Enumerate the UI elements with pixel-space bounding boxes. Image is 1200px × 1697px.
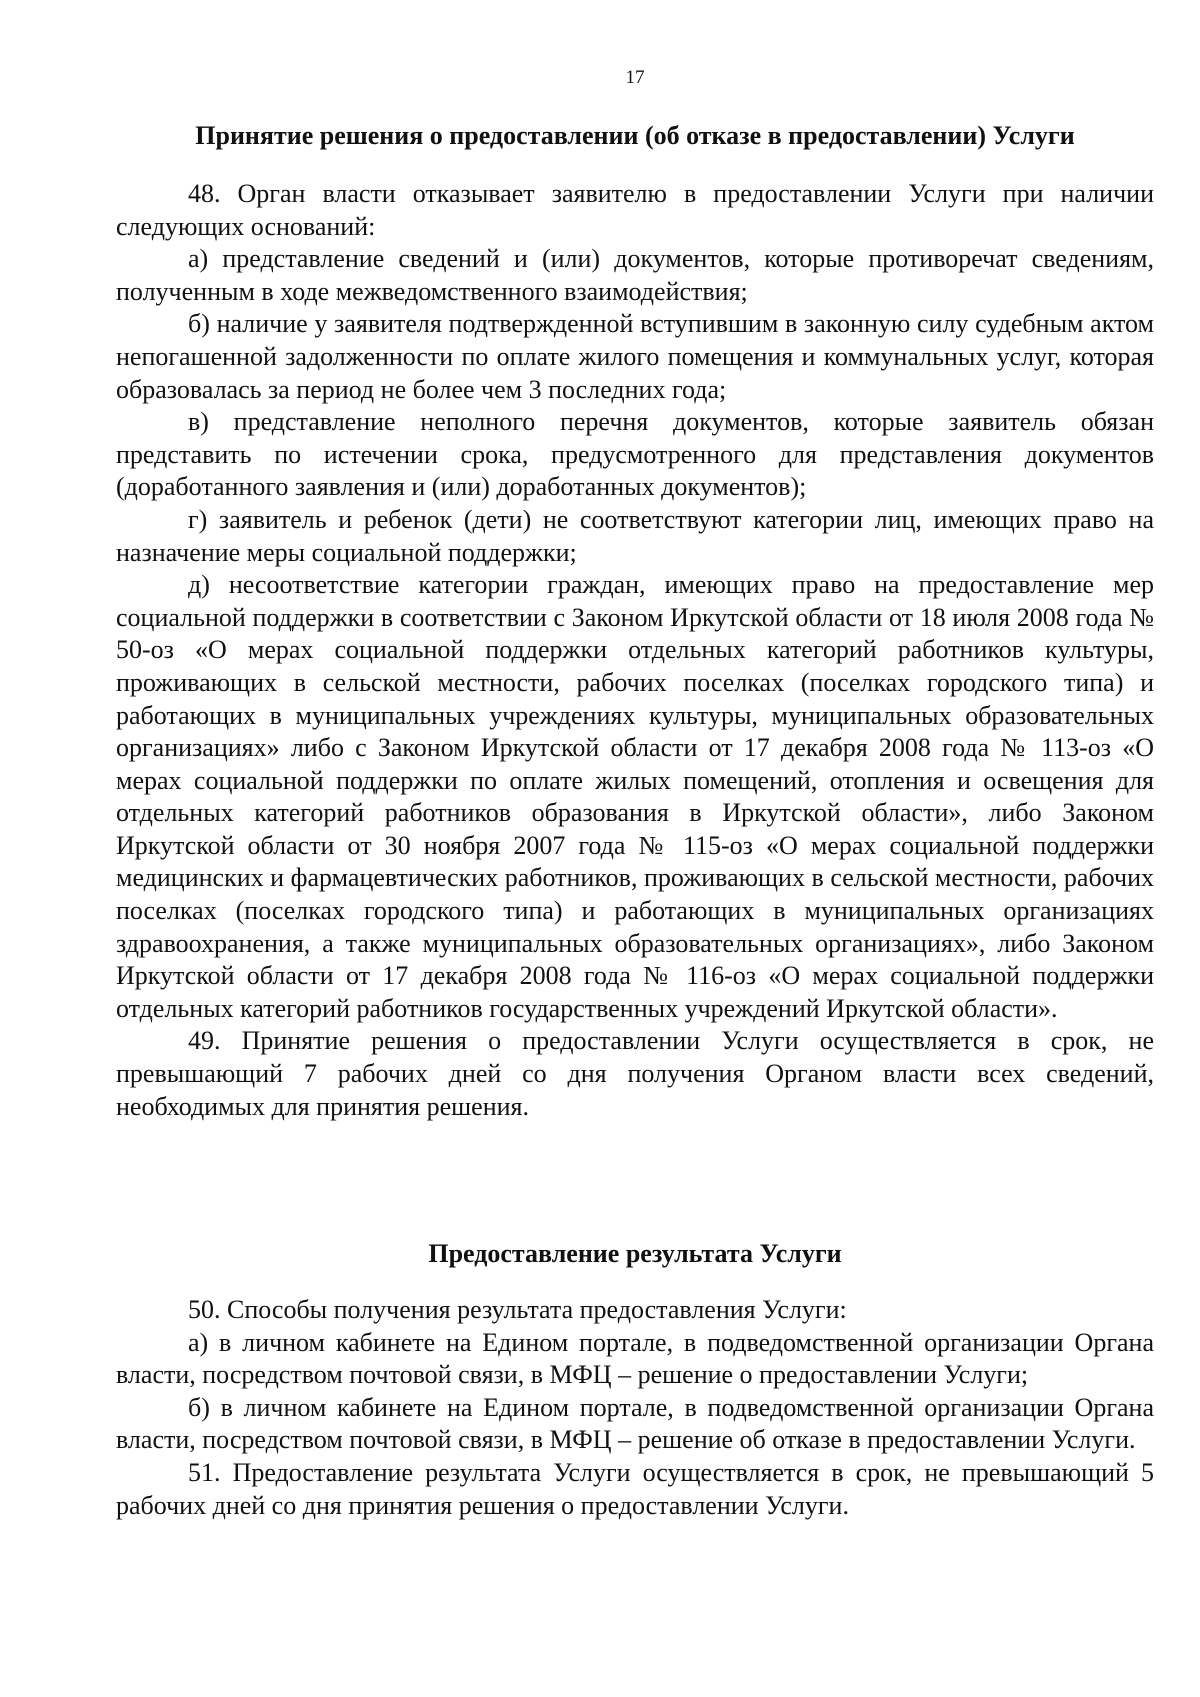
paragraph-48-d: д) несоответствие категории граждан, имеющих право на предоставление мер социальной поддержки в соответствии с Законом Иркутской области от 18 июля 2008 года № 50-оз «О мерах социальной поддержки отдельных категорий работников культуры, проживающих в сельской местности, рабочих поселках (поселках городского типа) и работающих в муниципальных учреждениях культуры, муниципальных образовательных организациях» либо с Законом Иркутской области от 17 декабря 2008 года № 113-оз «О мерах социальной поддержки по оплате жилых помещений, отопления и освещения для отдельных категорий работников образования в Иркутской области», либо Законом Иркутской области от 30 ноября 2007 года № 115-оз «О мерах социальной поддержки медицинских и фармацевтических работников, проживающих в сельской местности, рабочих поселках (поселках городского типа) и работающих в муниципальных организациях здравоохранения, а также муниципальных образовательных организациях», либо Законом Иркутской области от 17 декабря 2008 года № 116-оз «О мерах социальной поддержки отдельных категорий работников государственных учреждений Иркутской области». (116, 570, 1154, 1023)
paragraph-50-a: а) в личном кабинете на Едином портале, в подведомственной организации Органа власти, посредством почтовой связи, в МФЦ – решение о предоставлении Услуги; (116, 1327, 1154, 1390)
paragraph-48-a: а) представление сведений и (или) документов, которые противоречат сведениям, полученным в ходе межведомственного взаимодействия; (116, 244, 1154, 306)
section-body-decision (116, 178, 1154, 1123)
paragraph-50-b: б) в личном кабинете на Едином портале, в подведомственной организации Органа власти, посредством почтовой связи, в МФЦ – решение об отказе в предоставлении Услуги. (116, 1392, 1154, 1455)
section-heading-result: Предоставление результата Услуги (428, 1239, 842, 1268)
section-heading-decision: Принятие решения о предоставлении (об отказе в предоставлении) Услуги (195, 121, 1075, 150)
paragraph-51: 51. Предоставление результата Услуги осуществляется в срок, не превышающий 5 рабочих дней со дня принятия решения о предоставлении Услуги. (116, 1457, 1154, 1520)
paragraph-48-v: в) представление неполного перечня документов, которые заявитель обязан представить по истечении срока, предусмотренного для представления документов (доработанного заявления и (или) доработанных документов); (116, 407, 1154, 502)
paragraph-50: 50. Способы получения результата предоставления Услуги: (188, 1295, 847, 1324)
paragraph-49: 49. Принятие решения о предоставлении Услуги осуществляется в срок, не превышающий 7 рабочих дней со дня получения Органом власти всех сведений, необходимых для принятия решения. (116, 1026, 1154, 1121)
paragraph-48-g: г) заявитель и ребенок (дети) не соответствуют категории лиц, имеющих право на назначение меры социальной поддержки; (116, 504, 1154, 567)
page-number: 17 (625, 67, 645, 88)
paragraph-48-b: б) наличие у заявителя подтвержденной вступившим в законную силу судебным актом непогашенной задолженности по оплате жилого помещения и коммунальных услуг, которая образовалась за период не более чем 3 последних года; (116, 309, 1154, 404)
section-body-result (116, 1294, 1154, 1522)
paragraph-48: 48. Орган власти отказывает заявителю в предоставлении Услуги при наличии следующих оснований: (116, 179, 1154, 241)
